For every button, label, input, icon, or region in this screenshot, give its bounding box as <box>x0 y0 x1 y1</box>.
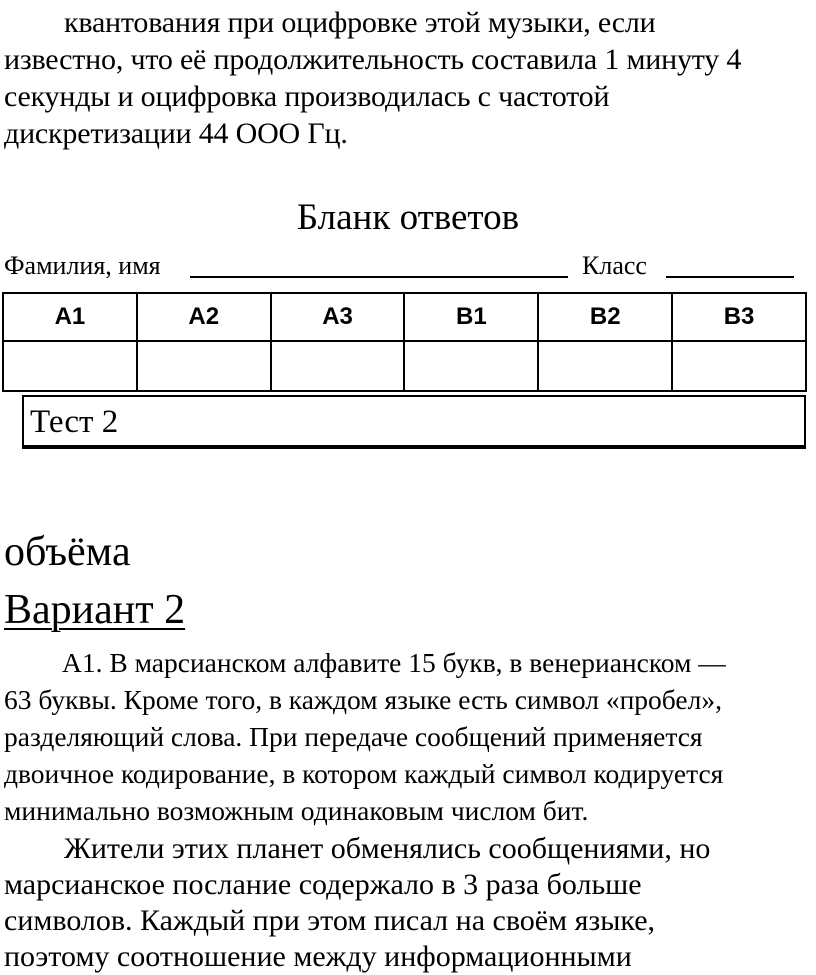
intro-line: дискретизации 44 ООО Гц. <box>4 117 348 150</box>
final-line: поэтому соотношение между информационными <box>4 940 632 973</box>
column-header-a2: A2 <box>137 293 271 341</box>
name-field-line[interactable] <box>190 276 568 278</box>
name-label: Фамилия, имя <box>4 251 161 280</box>
task-line: разделяющий слова. При передаче сообщений применяется <box>4 721 703 752</box>
final-line: марсианское послание содержало в 3 раза больше <box>4 868 642 901</box>
answer-cell-b2[interactable] <box>538 341 672 391</box>
column-header-a3: A3 <box>271 293 405 341</box>
column-header-b3: B3 <box>672 293 806 341</box>
variant-title: Вариант 2 <box>4 587 186 633</box>
task-line: А1. В марсианском алфавите 15 букв, в венерианском — <box>62 647 726 678</box>
intro-line: секунды и оцифровка производилась с частотой <box>4 80 610 113</box>
answer-cell-a3[interactable] <box>271 341 405 391</box>
volume-word: объёма <box>4 529 131 575</box>
answer-cell-a2[interactable] <box>137 341 271 391</box>
answer-table-row <box>3 341 806 391</box>
answer-cell-a1[interactable] <box>3 341 137 391</box>
class-field-line[interactable] <box>666 276 794 278</box>
answer-sheet-title: Бланк ответов <box>296 197 520 238</box>
class-label: Класс <box>582 251 647 280</box>
intro-paragraph <box>4 4 810 152</box>
answer-cell-b3[interactable] <box>672 341 806 391</box>
column-header-a1: A1 <box>3 293 137 341</box>
test-label-box <box>22 395 806 449</box>
final-line: символов. Каждый при этом писал на своём языке, <box>4 904 656 937</box>
task-line: минимально возможным одинаковым числом бит. <box>4 795 589 826</box>
task-line: двоичное кодирование, в котором каждый символ кодируется <box>4 758 724 789</box>
test-label: Тест 2 <box>30 404 119 440</box>
answer-table-header <box>3 293 806 341</box>
name-class-row <box>4 250 814 282</box>
answer-cell-b1[interactable] <box>404 341 538 391</box>
task-a1 <box>4 644 810 829</box>
final-line: Жители этих планет обменялись сообщениями, но <box>64 832 711 865</box>
intro-line: известно, что её продолжительность составила 1 минуту 4 <box>4 43 742 76</box>
answer-table <box>2 292 807 392</box>
column-header-b2: B2 <box>538 293 672 341</box>
task-line: 63 буквы. Кроме того, в каждом языке есть символ «пробел», <box>4 684 722 715</box>
column-header-b1: B1 <box>404 293 538 341</box>
final-paragraph <box>4 831 782 975</box>
intro-line: квантования при оцифровке этой музыки, если <box>64 6 656 39</box>
